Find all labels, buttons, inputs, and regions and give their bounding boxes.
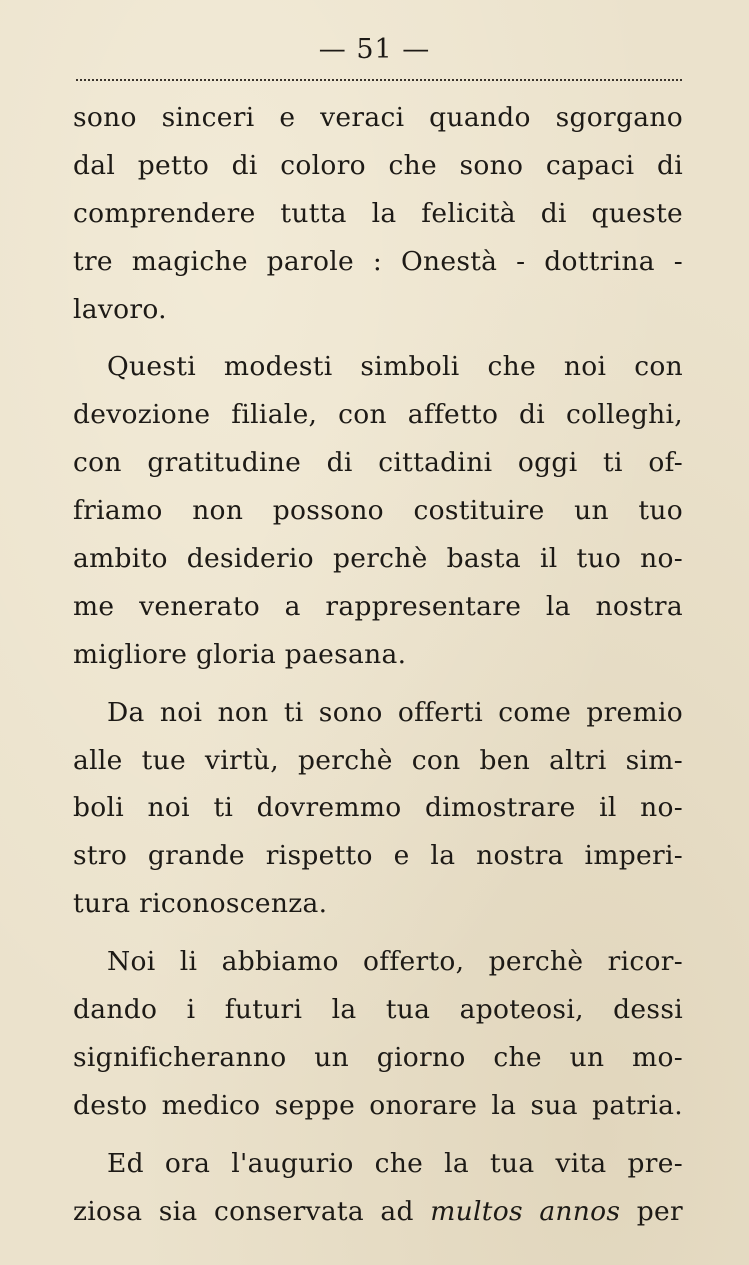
text-line: sono sinceri e veraci quando sgorgano: [73, 102, 683, 133]
text-line-final: [73, 1192, 683, 1240]
text-line: Noi li abbiamo offerto, perchè ricor-: [107, 946, 683, 978]
text-line: tura riconoscenza.: [73, 888, 328, 920]
final-line-before: ziosa sia conservata ad: [73, 1195, 414, 1227]
text-line: dando i futuri la tua apoteosi, dessi: [73, 994, 683, 1026]
body-text: [73, 98, 683, 1239]
final-line-after: per: [636, 1195, 683, 1227]
text-line: me venerato a rappresentare la nostra: [73, 590, 683, 622]
text-line: desto medico seppe onorare la sua patria.: [73, 1089, 683, 1121]
text-line: comprendere tutta la felicità di queste: [73, 197, 683, 229]
text-line: lavoro.: [73, 293, 167, 325]
text-line: devozione filiale, con affetto di colleghi,: [73, 399, 683, 431]
text-line: Da noi non ti sono offerti come premio: [107, 696, 683, 728]
text-line: boli noi ti dovremmo dimostrare il no-: [73, 792, 683, 824]
header-dotted-rule: [76, 79, 682, 81]
text-line: migliore gloria paesana.: [73, 638, 407, 670]
text-line: ambito desiderio perchè basta il tuo no-: [73, 543, 683, 575]
page-number: — 51 —: [318, 34, 431, 65]
text-line: Ed ora l'augurio che la tua vita pre-: [107, 1147, 683, 1179]
text-line: alle tue virtù, perchè con ben altri sim-: [73, 744, 683, 776]
text-line: tre magiche parole : Onestà - dottrina -: [73, 245, 683, 277]
text-line: friamo non possono costituire un tuo: [73, 495, 683, 527]
text-line: con gratitudine di cittadini oggi ti of-: [73, 447, 683, 479]
text-line: dal petto di coloro che sono capaci di: [73, 149, 683, 181]
text-line: Questi modesti simboli che noi con: [107, 351, 683, 383]
italic-latin-phrase: multos annos: [430, 1195, 621, 1227]
text-line: stro grande rispetto e la nostra imperi-: [73, 840, 683, 872]
text-line: significheranno un giorno che un mo-: [73, 1041, 683, 1073]
